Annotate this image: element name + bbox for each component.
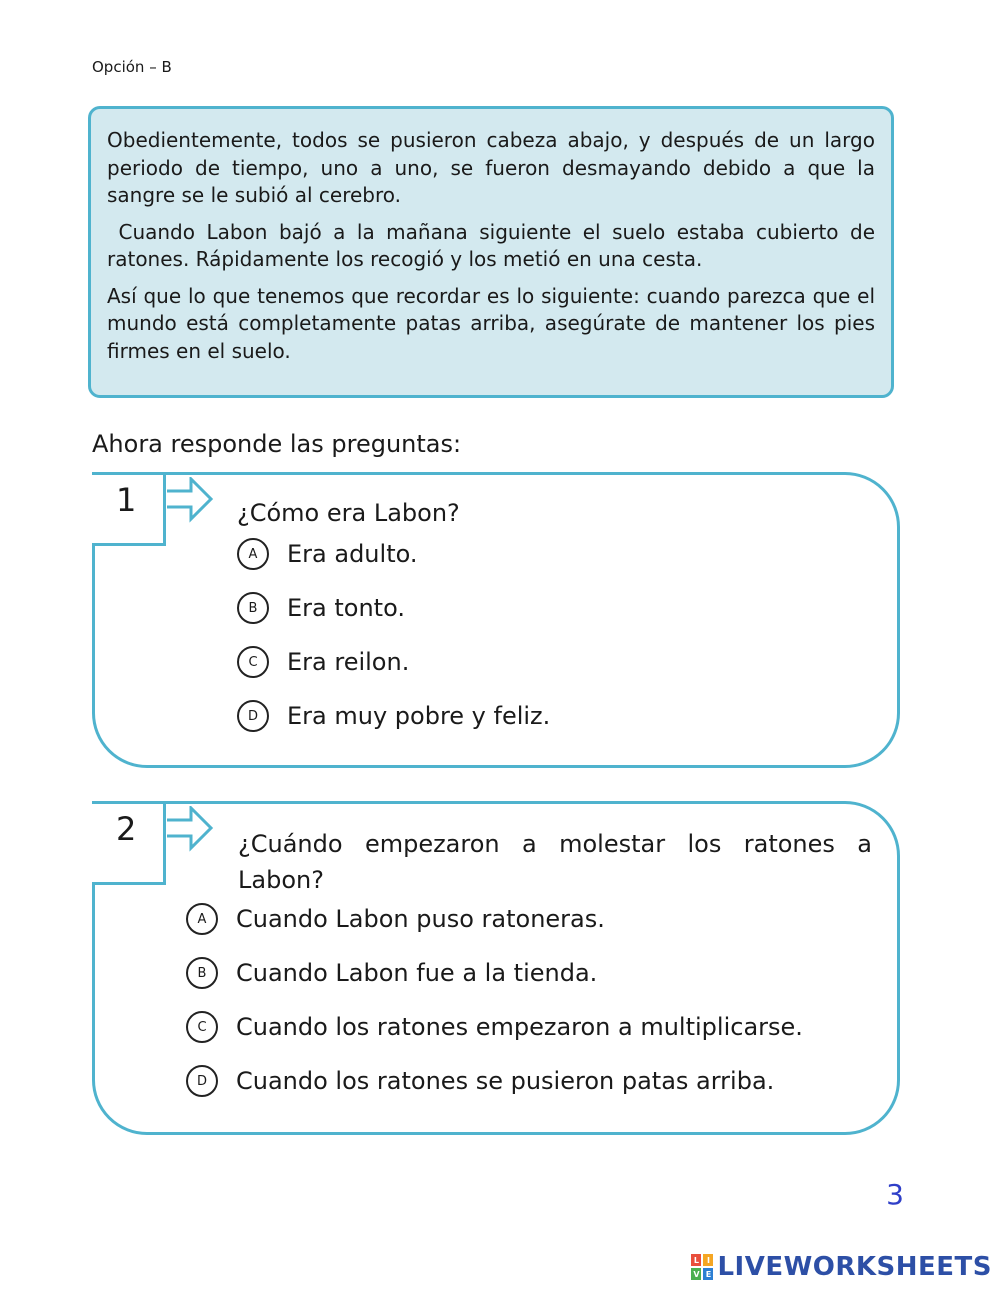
story-box [88,106,894,398]
question-card-1 [92,472,900,768]
logo-icon [691,1254,713,1280]
answer-option-a[interactable] [237,538,418,570]
liveworksheets-logo[interactable] [691,1252,992,1282]
logo-letter: I [703,1254,713,1266]
option-text: Era tonto. [287,594,405,622]
answer-option-d[interactable] [186,1065,774,1097]
option-text: Era muy pobre y feliz. [287,702,551,730]
answer-option-b[interactable] [186,957,597,989]
option-text: Era reilon. [287,648,410,676]
answer-option-c[interactable] [186,1011,803,1043]
option-text: Cuando Labon fue a la tienda. [236,959,598,987]
option-text: Era adulto. [287,540,418,568]
option-circle[interactable]: C [186,1011,218,1043]
option-circle[interactable]: A [186,903,218,935]
option-text: Cuando los ratones empezaron a multiplicarse. [236,1013,803,1041]
logo-letter: E [703,1268,713,1280]
question-text: ¿Cómo era Labon? [237,499,460,527]
question-number: 1 [116,481,137,519]
page-number: 3 [886,1178,904,1211]
question-number: 2 [116,810,137,848]
option-label: Opción – B [92,58,172,76]
option-circle[interactable]: D [237,700,269,732]
option-circle[interactable]: C [237,646,269,678]
answer-option-a[interactable] [186,903,605,935]
instruction-heading: Ahora responde las preguntas: [92,430,462,458]
arrow-right-icon [165,806,215,854]
option-text: Cuando Labon puso ratoneras. [236,905,605,933]
option-circle[interactable]: B [237,592,269,624]
question-text: ¿Cuándo empezaron a molestar los ratones a Labon? [238,830,872,894]
answer-option-b[interactable] [237,592,405,624]
story-paragraph: Cuando Labon bajó a la mañana siguiente el suelo estaba cubierto de ratones. Rápidamente los recogió y los metió en una cesta. [107,219,882,271]
logo-letter: V [693,1269,700,1279]
option-circle[interactable]: D [186,1065,218,1097]
option-circle[interactable]: B [186,957,218,989]
story-paragraph: Así que lo que tenemos que recordar es lo siguiente: cuando parezca que el mundo está completamente patas arriba, asegúrate de mantener los pies firmes en el suelo. [107,283,875,363]
question-number-tab [92,472,166,546]
logo-text: LIVEWORKSHEETS [717,1252,992,1282]
answer-option-d[interactable] [237,700,550,732]
story-paragraph: Obedientemente, todos se pusieron cabeza abajo, y después de un largo periodo de tiempo, uno a uno, se fueron desmayando debido a que la sangre se le subió al cerebro. [107,128,875,207]
option-circle[interactable]: A [237,538,269,570]
logo-letter: L [691,1254,701,1266]
question-card-2 [92,801,900,1135]
question-number-tab [92,801,166,885]
option-text: Cuando los ratones se pusieron patas arriba. [236,1067,775,1095]
arrow-right-icon [165,477,215,525]
answer-option-c[interactable] [237,646,409,678]
